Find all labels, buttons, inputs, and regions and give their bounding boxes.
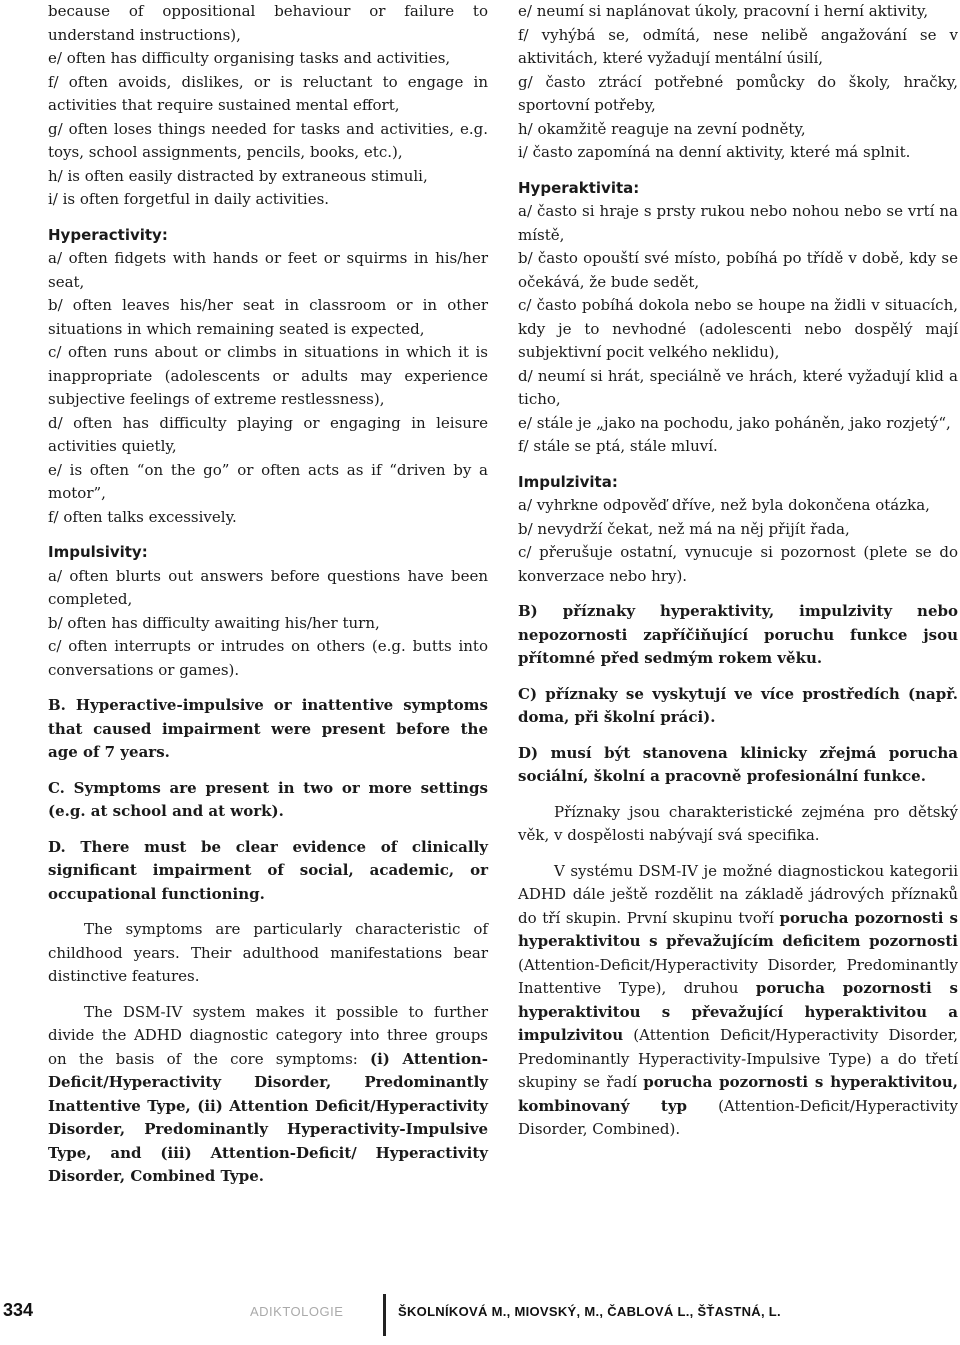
paragraph-text: V systému DSM-IV je možné diagnostickou kategorii ADHD dále ještě rozdělit na základě jádrových příznaků do tří skupin. První skupinu tvoří — [518, 861, 958, 927]
list-item: f/ stále se ptá, stále mluví. — [518, 437, 718, 455]
section-heading-hyperactivity: Hyperactivity: — [48, 225, 168, 244]
footer-divider — [383, 1294, 386, 1336]
authors: ŠKOLNÍKOVÁ M., MIOVSKÝ, M., ČABLOVÁ L., ŠŤASTNÁ, L. — [398, 1304, 781, 1319]
criterion-d: D) musí být stanovena klinicky zřejmá porucha sociální, školní a pracovně profesionální funkce. — [518, 743, 958, 785]
list-item: d/ often has difficulty playing or engaging in leisure activities quietly, — [48, 413, 488, 455]
list-item: f/ often talks excessively. — [48, 507, 237, 526]
criterion-d: D. There must be clear evidence of clinically significant impairment of social, academic, or occupational functioning. — [48, 837, 488, 903]
list-item: i/ často zapomíná na denní aktivity, které má splnit. — [518, 143, 911, 161]
list-item: f/ vyhýbá se, odmítá, nese nelibě angažování se v aktivitách, které vyžadují mentální úsilí, — [518, 25, 958, 67]
list-item: a/ often fidgets with hands or feet or squirms in his/her seat, — [48, 249, 488, 291]
list-item: g/ často ztrácí potřebné pomůcky do školy, hračky, sportovní potřeby, — [518, 72, 958, 114]
list-item: e/ often has difficulty organising tasks and activities, — [48, 49, 451, 67]
list-item: h/ okamžitě reaguje na zevní podněty, — [518, 119, 806, 138]
list-item: e/ neumí si naplánovat úkoly, pracovní i herní aktivity, — [518, 2, 929, 20]
list-item: a/ often blurts out answers before questions have been completed, — [48, 566, 488, 608]
list-item: c/ often interrupts or intrudes on others (e.g. butts into conversations or games). — [48, 637, 488, 679]
journal-name: ADIKTOLOGIE — [250, 1304, 344, 1319]
paragraph-bold: porucha pozornosti s hyperaktivitou, kombinovaný typ — [518, 1073, 958, 1115]
list-item: b/ often has difficulty awaiting his/her turn, — [48, 613, 380, 632]
list-item: d/ neumí si hrát, speciálně ve hrách, které vyžadují klid a ticho, — [518, 366, 958, 408]
czech-column — [518, 0, 958, 1142]
list-item: b/ často opouští své místo, pobíhá po třídě v době, kdy se očekává, že bude sedět, — [518, 249, 958, 291]
list-item: h/ is often easily distracted by extraneous stimuli, — [48, 166, 428, 185]
paragraph-bold: porucha pozornosti s hyperaktivitou s převažujícím deficitem pozornosti — [518, 908, 958, 950]
list-item: e/ stále je „jako na pochodu, jako poháněn, jako rozjetý“, — [518, 413, 951, 432]
criterion-c: C) příznaky se vyskytují ve více prostředích (např. doma, při školní práci). — [518, 684, 958, 726]
criterion-c: C. Symptoms are present in two or more settings (e.g. at school and at work). — [48, 778, 488, 820]
paragraph-text: (Attention-Deficit/Hyperactivity Disorder, Combined). — [518, 1096, 959, 1138]
list-item: f/ often avoids, dislikes, or is reluctant to engage in activities that require sustained mental effort, — [48, 72, 488, 114]
paragraph-dsm — [518, 860, 958, 1142]
list-item: c/ často pobíhá dokola nebo se houpe na židli v situacích, kdy je to nevhodné (adolescenti nebo dospělý mají subjektivní pocit velkého neklidu), — [518, 296, 958, 361]
list-item: c/ often runs about or climbs in situations in which it is inappropriate (adolescents or adults may experience subjective feelings of extreme restlessness), — [48, 343, 488, 408]
list-item: b/ nevydrží čekat, než má na něj přijít řada, — [518, 519, 850, 538]
list-item: because of oppositional behaviour or failure to understand instructions), — [48, 2, 488, 44]
paragraph: The symptoms are particularly characteristic of childhood years. Their adulthood manifestations bear distinctive features. — [48, 920, 488, 985]
list-item: b/ often leaves his/her seat in classroom or in other situations in which remaining seated is expected, — [48, 296, 488, 338]
paragraph-bold: porucha pozornosti s hyperaktivitou s převažující hyperaktivitou a impulzivitou — [518, 979, 958, 1044]
criterion-b: B. Hyperactive-impulsive or inattentive symptoms that caused impairment were present before the age of 7 years. — [48, 696, 488, 761]
list-item: a/ často si hraje s prsty rukou nebo nohou nebo se vrtí na místě, — [518, 202, 958, 244]
list-item: i/ is often forgetful in daily activities. — [48, 190, 330, 208]
list-item: g/ often loses things needed for tasks and activities, e.g. toys, school assignments, pencils, books, etc.), — [48, 119, 488, 161]
paragraph-dsm — [48, 1001, 488, 1189]
section-heading-impulzivita: Impulzivita: — [518, 472, 618, 491]
page-footer — [0, 1290, 960, 1345]
paragraph-bold: (i) Attention-Deficit/Hyperactivity Disorder, Predominantly Inattentive Type, (ii) Attention Deficit/Hyperactivity Disorder, Predominantly Hyperactivity-Impulsive Type, and (iii) Attention-Deficit/ Hyperactivity Disorder, Combined Type. — [48, 1049, 489, 1185]
paragraph-text: (Attention-Deficit/Hyperactivity Disorder, Predominantly Inattentive Type), druhou — [518, 955, 958, 997]
english-column — [48, 0, 488, 1189]
section-heading-impulsivity: Impulsivity: — [48, 543, 148, 561]
paragraph-text: (Attention Deficit/Hyperactivity Disorder, Predominantly Hyperactivity-Impulsive Type) a do třetí skupiny se řadí — [518, 1026, 958, 1091]
list-item: e/ is often “on the go” or often acts as if “driven by a motor”, — [48, 460, 488, 502]
paragraph: Příznaky jsou charakteristické zejména pro dětský věk, v dospělosti nabývají svá specifika. — [518, 802, 958, 844]
list-item: c/ přerušuje ostatní, vynucuje si pozornost (plete se do konverzace nebo hry). — [518, 543, 958, 585]
criterion-b: B) příznaky hyperaktivity, impulzivity nebo nepozornosti zapříčiňující poruchu funkce jsou přítomné před sedmým rokem věku. — [518, 602, 958, 667]
list-item: a/ vyhrkne odpověď dříve, než byla dokončena otázka, — [518, 496, 930, 514]
page-number: 334 — [3, 1300, 34, 1320]
paragraph-text: The DSM-IV system makes it possible to further divide the ADHD diagnostic category into three groups on the basis of the core symptoms: — [48, 1002, 488, 1068]
section-heading-hyperaktivita: Hyperaktivita: — [518, 178, 640, 197]
